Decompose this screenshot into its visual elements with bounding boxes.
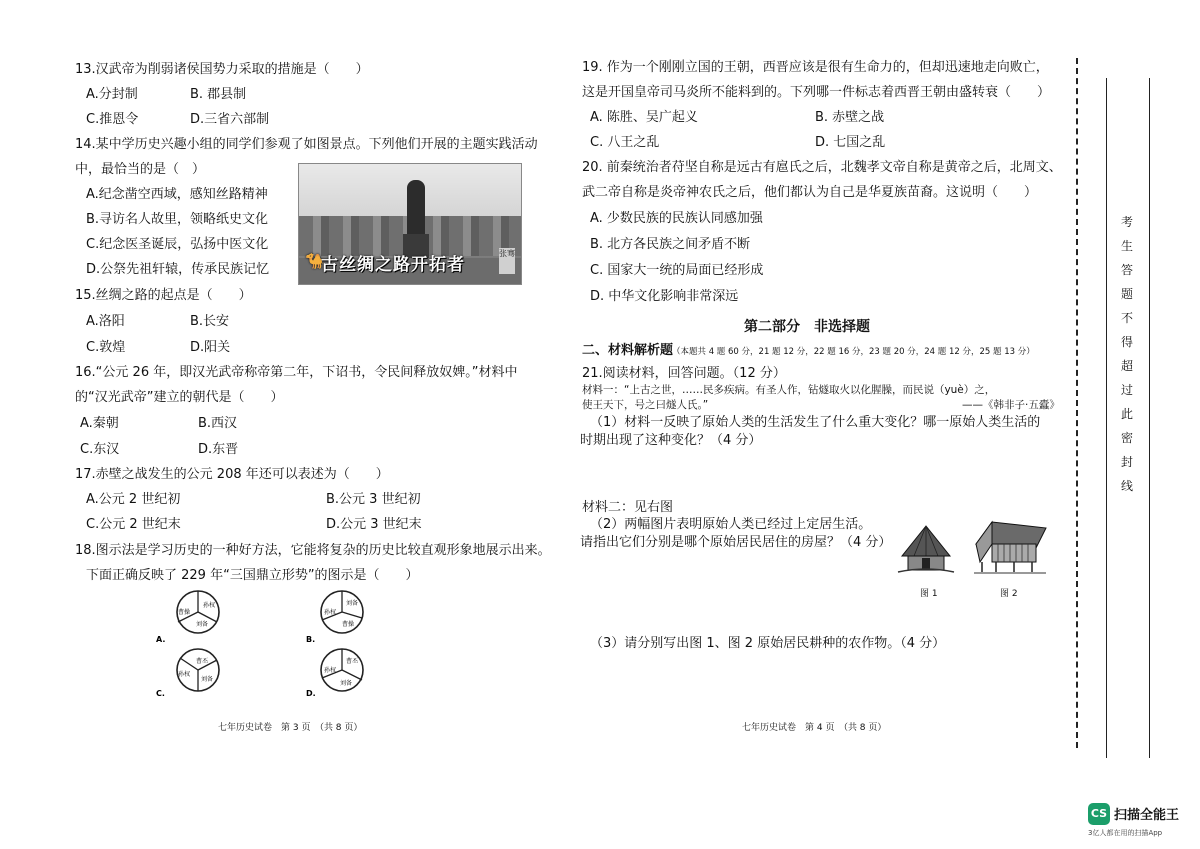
q21-sub1-line1: （1）材料一反映了原始人类的生活发生了什么重大变化？哪一原始人类生活的 (590, 415, 1041, 430)
q13-option-c: C.推恩令 (86, 112, 139, 127)
diagram-c (156, 649, 219, 698)
q20-stem-line1: 20. 前秦统治者苻坚自称是远古有扈氏之后，北魏孝文帝自称是黄帝之后，北周文、 (582, 160, 1062, 175)
q15-option-b: B.长安 (190, 314, 230, 329)
q21-stem: 21.阅读材料，回答问题。（12 分） (582, 366, 786, 381)
q17-option-b: B.公元 3 世纪初 (326, 492, 421, 507)
q18-stem-line1: 18.图示法是学习历史的一种好方法，它能将复杂的历史比较直观形象地展示出来。 (75, 543, 551, 558)
photo-seal: 张骞 (499, 248, 515, 274)
diagram-a (156, 591, 219, 644)
diagram-c-label-3: 刘备 (201, 676, 214, 683)
diagram-c-label-2: 孙权 (178, 671, 191, 678)
diagram-b-label-1: 刘备 (346, 600, 359, 607)
q21-sub2-line1: （2）两幅图片表明原始人类已经过上定居生活。 (590, 517, 872, 532)
diagram-b-letter: B. (306, 635, 316, 644)
q16-stem-line2: 的“汉光武帝”建立的朝代是（ ） (75, 390, 284, 405)
q20-option-a: A. 少数民族的民族认同感加强 (590, 211, 763, 226)
diagram-a-label-1: 孙权 (203, 602, 216, 609)
q16-option-c: C.东汉 (80, 442, 120, 457)
q13-stem: 13.汉武帝为削弱诸侯国势力采取的措施是（ ） (75, 62, 369, 77)
watermark-app-name: 扫描全能王 (1114, 808, 1180, 823)
q15-option-d: D.阳关 (190, 340, 231, 355)
q14-option-d: D.公祭先祖轩辕，传承民族记忆 (86, 262, 270, 277)
q20-option-c: C. 国家大一统的局面已经形成 (590, 263, 764, 278)
q14-stem-line1: 14.某中学历史兴趣小组的同学们参观了如图景点。下列他们开展的主题实践活动 (75, 137, 538, 152)
binding-dashed-line (1076, 58, 1078, 748)
figure-2-stilt-house (970, 518, 1050, 578)
diagram-b-label-2: 孙权 (324, 609, 337, 616)
q19-stem-line2: 这是开国皇帝司马炎所不能料到的。下列哪一件标志着西晋王朝由盛转衰（ ） (582, 85, 1051, 100)
q21-source: ——《韩非子·五蠹》 (962, 399, 1060, 411)
q15-option-c: C.敦煌 (86, 340, 126, 355)
q21-sub3: （3）请分别写出图 1、图 2 原始居民耕种的农作物。（4 分） (590, 636, 946, 651)
diagram-d-label-3: 刘备 (340, 680, 353, 687)
camel-icon: 🐪 (305, 252, 324, 270)
diagram-c-letter: C. (156, 689, 165, 698)
diagram-d-letter: D. (306, 689, 316, 698)
q13-option-a: A.分封制 (86, 87, 138, 102)
q20-option-d: D. 中华文化影响非常深远 (590, 289, 739, 304)
left-page-footer: 七年历史试卷 第 3 页 （共 8 页） (218, 723, 363, 733)
section2-note: （本题共 4 题 60 分，21 题 12 分，22 题 16 分，23 题 20 分，24 题 12 分，25 题 13 分） (672, 347, 1035, 357)
part2-title: 第二部分 非选择题 (744, 319, 870, 335)
q16-option-a: A.秦朝 (80, 416, 119, 431)
q13-option-b: B. 郡县制 (190, 87, 247, 102)
photo-caption: 古丝绸之路开拓者 (321, 255, 465, 275)
q13-option-d: D.三省六部制 (190, 112, 270, 127)
right-page-footer: 七年历史试卷 第 4 页 （共 8 页） (742, 723, 887, 733)
zhang-qian-statue-photo (298, 163, 522, 285)
q16-option-d: D.东晋 (198, 442, 239, 457)
q15-stem: 15.丝绸之路的起点是（ ） (75, 288, 252, 303)
q16-option-b: B.西汉 (198, 416, 238, 431)
q17-stem: 17.赤壁之战发生的公元 208 年还可以表述为（ ） (75, 467, 389, 482)
q15-option-a: A.洛阳 (86, 314, 125, 329)
q21-material1-cont: 使王天下，号之曰燧人氏。” (582, 399, 709, 411)
q20-option-b: B. 北方各民族之间矛盾不断 (590, 237, 751, 252)
q21-material1: 材料一：“上古之世，……民多疾病。有圣人作，钻燧取火以化腥臊，而民说（yuè）之， (582, 384, 996, 396)
q17-option-d: D.公元 3 世纪末 (326, 517, 422, 532)
q19-option-d: D. 七国之乱 (815, 135, 886, 150)
diagram-d (306, 649, 363, 698)
q18-diagrams (150, 590, 390, 710)
q19-option-c: C. 八王之乱 (590, 135, 660, 150)
diagram-a-label-3: 刘备 (196, 621, 209, 628)
diagram-a-label-2: 曹操 (178, 609, 191, 616)
q17-option-c: C.公元 2 世纪末 (86, 517, 181, 532)
diagram-b-label-3: 曹操 (342, 621, 355, 628)
q14-option-c: C.纪念医圣诞辰，弘扬中医文化 (86, 237, 269, 252)
binding-notice: 考生答题不得超过此密封线 (1120, 215, 1133, 493)
figure-1-label: 图 1 (920, 589, 938, 599)
q19-stem-line1: 19. 作为一个刚刚立国的王朝，西晋应该是很有生命力的，但却迅速地走向败亡， (582, 60, 1049, 75)
q21-sub2-line2: 请指出它们分别是哪个原始居民居住的房屋？（4 分） (580, 535, 892, 550)
q19-option-b: B. 赤壁之战 (815, 110, 885, 125)
figure-2-label: 图 2 (1000, 589, 1018, 599)
q19-option-a: A. 陈胜、吴广起义 (590, 110, 698, 125)
q18-stem-line2: 下面正确反映了 229 年“三国鼎立形势”的图示是（ ） (86, 568, 419, 583)
figure-1-round-hut (896, 522, 956, 577)
q17-option-a: A.公元 2 世纪初 (86, 492, 181, 507)
q16-stem-line1: 16.“公元 26 年，即汉光武帝称帝第二年，下诏书，令民间释放奴婢。”材料中 (75, 365, 518, 380)
q14-stem-line2: 中，最恰当的是（ ） (75, 162, 206, 177)
q14-option-a: A.纪念凿空西域，感知丝路精神 (86, 187, 268, 202)
diagram-a-letter: A. (156, 635, 166, 644)
q14-option-b: B.寻访名人故里，领略纸史文化 (86, 212, 269, 227)
diagram-c-label-1: 曹丕 (196, 658, 209, 665)
watermark-tagline: 3亿人都在用的扫描App (1088, 829, 1163, 837)
statue-figure (407, 180, 425, 236)
section2-title: 二、材料解析题 (582, 343, 674, 358)
q20-stem-line2: 武二帝自称是炎帝神农氏之后，他们都认为自己是华夏族苗裔。这说明（ ） (582, 185, 1038, 200)
diagram-d-label-1: 曹丕 (346, 658, 359, 665)
camscanner-logo-icon: CS (1088, 803, 1110, 825)
diagram-d-label-2: 孙权 (324, 667, 337, 674)
q21-sub1-line2: 时期出现了这种变化？（4 分） (580, 433, 762, 448)
q21-material2: 材料二：见右图 (582, 500, 674, 515)
diagram-b (306, 591, 363, 644)
